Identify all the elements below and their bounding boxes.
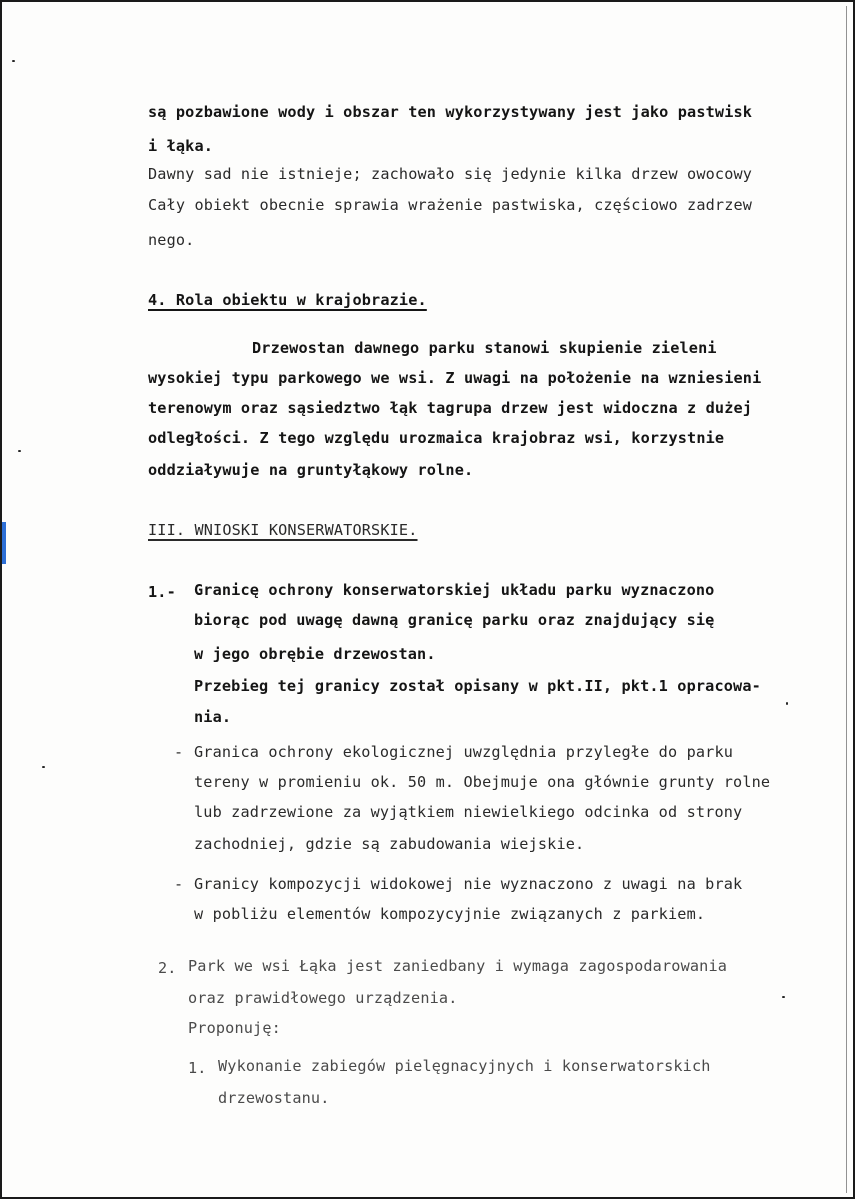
intro-line-5: nego.: [148, 231, 195, 249]
scan-edge-mark: [2, 522, 6, 564]
item-2-number: 2.: [158, 959, 177, 977]
section-4-line-2: wysokiej typu parkowego we wsi. Z uwagi na położenie na wzniesieni: [148, 369, 762, 387]
dash-item-1-line-4: zachodniej, gdzie są zabudowania wiejskie.: [194, 835, 585, 853]
intro-line-3: Dawny sad nie istnieje; zachowało się jedynie kilka drzew owocowy: [148, 165, 753, 183]
scan-edge-line: [846, 6, 847, 1193]
intro-line-4: Cały obiekt obecnie sprawia wrażenie pastwiska, częściowo zadrzew: [148, 196, 753, 214]
item-2-line-2: oraz prawidłowego urządzenia.: [188, 989, 458, 1007]
section-4-line-4: odległości. Z tego względu urozmaica krajobraz wsi, korzystnie: [148, 429, 725, 447]
item-1-line-5: nia.: [194, 708, 232, 726]
subitem-1-line-2: drzewostanu.: [218, 1089, 330, 1107]
subitem-1-number: 1.: [188, 1059, 207, 1077]
section-4-line-1: Drzewostan dawnego parku stanowi skupienie zieleni: [252, 339, 717, 357]
dash-item-1-line-1: Granica ochrony ekologicznej uwzględnia przyległe do parku: [194, 743, 734, 761]
scan-speck: [782, 996, 785, 998]
intro-line-2: i łąka.: [148, 137, 214, 155]
section-4-line-3: terenowym oraz sąsiedztwo łąk tagrupa drzew jest widoczna z dużej: [148, 399, 753, 417]
dash-item-2-line-2: w pobliżu elementów kompozycyjnie związanych z parkiem.: [194, 905, 706, 923]
dash-item-2-line-1: Granicy kompozycji widokowej nie wyznaczono z uwagi na brak: [194, 875, 743, 893]
item-2-line-1: Park we wsi Łąka jest zaniedbany i wymaga zagospodarowania: [188, 957, 728, 975]
item-1-line-1: Granicę ochrony konserwatorskiej układu parku wyznaczono: [194, 581, 715, 599]
dash-item-2-marker: -: [174, 875, 184, 893]
dash-item-1-line-3: lub zadrzewione za wyjątkiem niewielkiego odcinka od strony: [194, 803, 743, 821]
subitem-1-line-1: Wykonanie zabiegów pielęgnacyjnych i konserwatorskich: [218, 1057, 711, 1075]
dash-item-1-line-2: tereny w promieniu ok. 50 m. Obejmuje ona głównie grunty rolne: [194, 773, 771, 791]
scan-speck: [18, 450, 21, 452]
item-1-line-3: w jego obrębie drzewostan.: [194, 645, 436, 663]
proposal-label: Proponuję:: [188, 1019, 281, 1037]
scan-speck: [42, 766, 45, 768]
scan-speck: [12, 60, 15, 62]
section-3-heading: III. WNIOSKI KONSERWATORSKIE.: [148, 521, 418, 539]
item-1-line-2: biorąc pod uwagę dawną granicę parku oraz znajdujący się: [194, 611, 715, 629]
section-4-heading: 4. Rola obiektu w krajobrazie.: [148, 291, 427, 309]
intro-line-1: są pozbawione wody i obszar ten wykorzystywany jest jako pastwisk: [148, 103, 753, 121]
item-1-number: 1.-: [148, 583, 176, 601]
dash-item-1-marker: -: [174, 743, 184, 761]
item-1-line-4: Przebieg tej granicy został opisany w pkt.II, pkt.1 opracowa-: [194, 677, 761, 695]
scan-speck: [786, 702, 788, 705]
section-4-line-5: oddziaływuje na gruntyłąkowy rolne.: [148, 461, 474, 479]
